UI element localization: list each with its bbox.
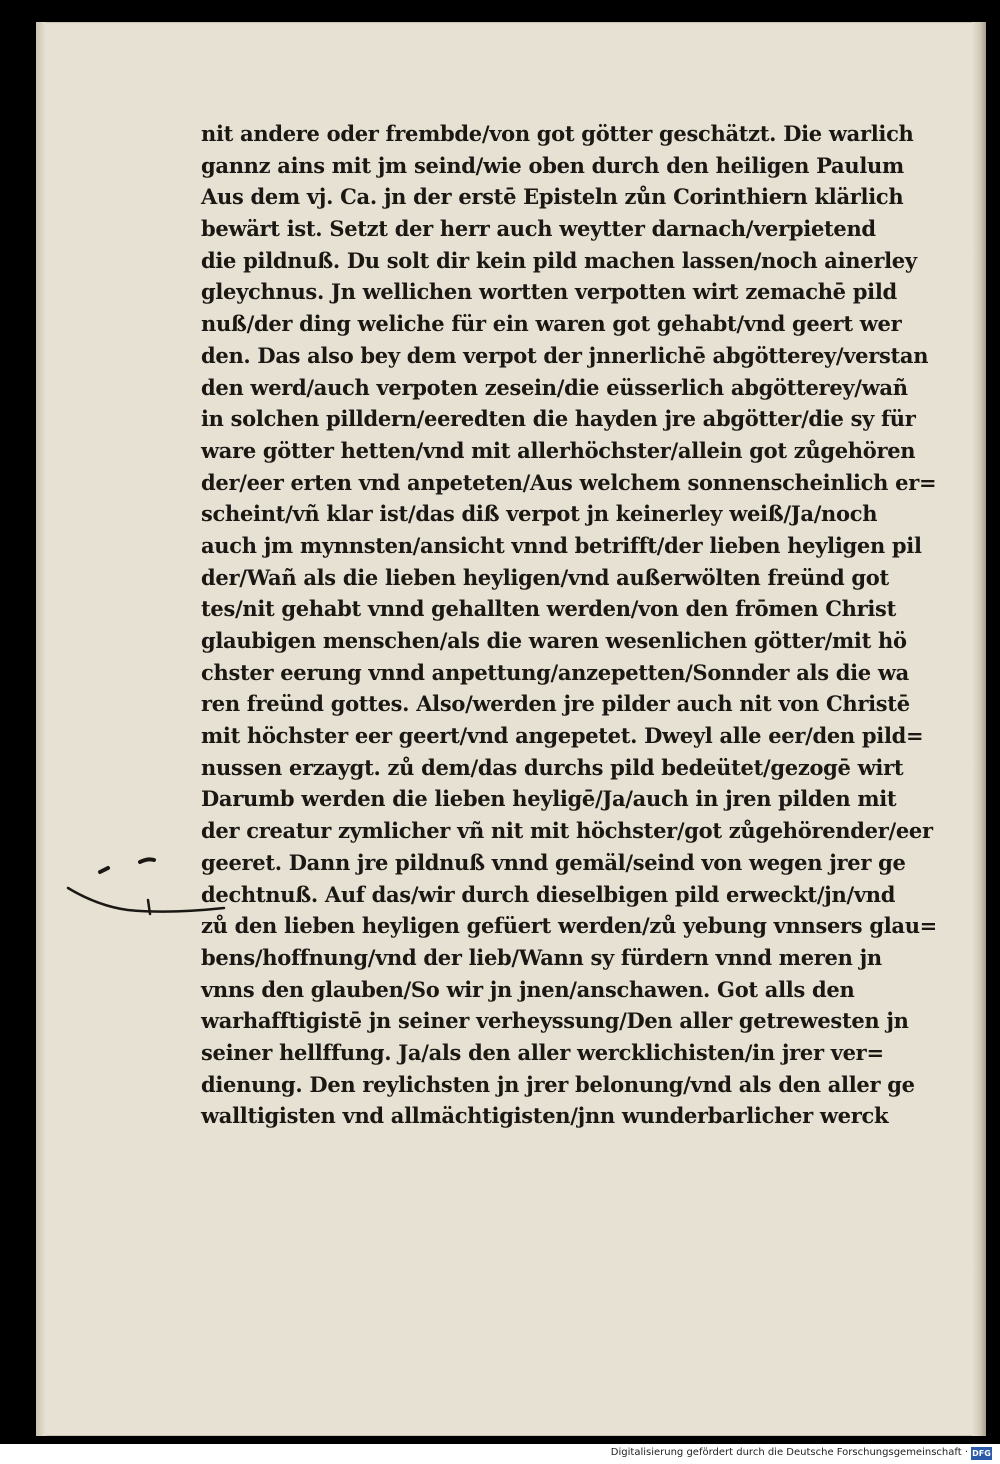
page-edge-shadow [972, 22, 986, 1436]
text-line: dechtnuß. Auf das/wir durch dieselbigen pild erweckt/jn/vnd [201, 881, 896, 907]
text-line: gleychnus. Jn wellichen wortten verpotten wirt zemachē pild [201, 279, 897, 305]
text-line: tes/nit gehabt vnnd gehallten werden/von den frōmen Christ [201, 596, 896, 622]
text-line: dienung. Den reylichsten jn jrer belonung/vnd als den aller ge [201, 1071, 915, 1097]
text-line: chster eerung vnnd anpettung/anzepetten/Sonnder als die wa [201, 659, 909, 685]
text-line: gannz ains mit jm seind/wie oben durch den heiligen Paulum [201, 152, 904, 178]
text-line: ware götter hetten/vnd mit allerhöchster/allein got zůgehören [201, 437, 916, 463]
text-line: in solchen pilldern/eeredten die hayden jre abgötter/die sy für [201, 406, 916, 432]
funding-credit: Digitalisierung gefördert durch die Deutsche Forschungsgemeinschaft · [610, 1447, 968, 1458]
dfg-logo: DFG [972, 1449, 991, 1458]
text-line: der/Wañ als die lieben heyligen/vnd außerwölten freünd got [201, 564, 889, 590]
text-line: nit andere oder frembde/von got götter geschätzt. Die warlich [201, 121, 914, 146]
text-line: geeret. Dann jre pildnuß vnnd gemäl/seind von wegen jrer ge [201, 849, 906, 875]
text-line: zů den lieben heyligen gefüert werden/zů yebung vnnsers glau= [201, 913, 937, 939]
text-line: die pildnuß. Du solt dir kein pild machen lassen/noch ainerley [201, 247, 917, 273]
text-line: Aus dem vj. Ca. jn der erstē Episteln zůn Corinthiern klärlich [201, 184, 904, 210]
text-line: nuß/der ding weliche für ein waren got gehabt/vnd geert wer [201, 311, 902, 337]
text-line: glaubigen menschen/als die waren wesenlichen götter/mit hö [201, 628, 907, 653]
text-line: bens/hoffnung/vnd der lieb/Wann sy fürdern vnnd meren jn [201, 944, 882, 970]
text-line: walltigisten vnd allmächtigisten/jnn wunderbarlicher werck [201, 1103, 889, 1129]
footer-bar [0, 1444, 1000, 1464]
text-line: den werd/auch verpoten zesein/die eüsserlich abgötterey/wañ [201, 374, 908, 400]
page-gutter-shadow [36, 22, 46, 1436]
book-page [36, 22, 986, 1436]
text-line: scheint/vñ klar ist/das diß verpot jn keinerley weiß/Ja/noch [201, 501, 878, 527]
text-line: warhafftigistē jn seiner verheyssung/Den aller getrewesten jn [201, 1008, 909, 1034]
text-line: den. Das also bey dem verpot der jnnerlichē abgötterey/verstan [201, 342, 929, 368]
text-line: mit höchster eer geert/vnd angepetet. Dweyl alle eer/den pild= [201, 723, 924, 749]
text-line: ren freünd gottes. Also/werden jre pilder auch nit von Christē [201, 691, 910, 717]
text-line: auch jm mynnsten/ansicht vnnd betrifft/der lieben heyligen pil [201, 532, 922, 558]
text-line: der/eer erten vnd anpeteten/Aus welchem sonnenscheinlich er= [201, 469, 937, 495]
text-line: bewärt ist. Setzt der herr auch weytter darnach/verpietend [201, 216, 876, 242]
text-line: seiner hellffung. Ja/als den aller wercklichisten/in jrer ver= [201, 1039, 884, 1065]
text-line: der creatur zymlicher vñ nit mit höchster/got zůgehörender/eer [201, 818, 933, 844]
text-line: Darumb werden die lieben heyligē/Ja/auch in jren pilden mit [201, 786, 897, 812]
text-block [201, 118, 951, 1132]
text-line: vnns den glauben/So wir jn jnen/anschawen. Got alls den [201, 976, 855, 1002]
text-line: nussen erzaygt. zů dem/das durchs pild bedeütet/gezogē wirt [201, 754, 904, 780]
